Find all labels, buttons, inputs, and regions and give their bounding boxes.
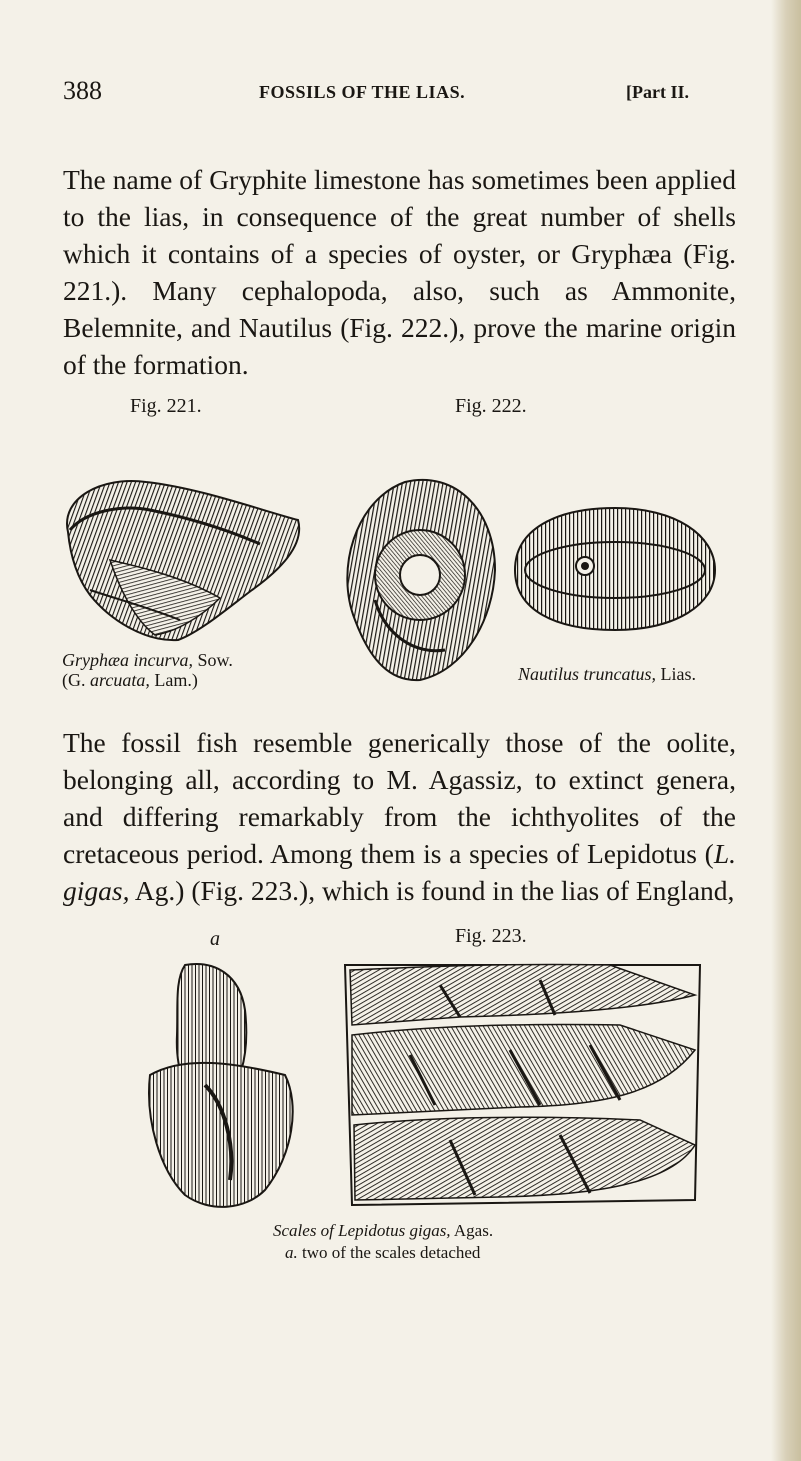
fig-222-label: Fig. 222. <box>455 395 527 417</box>
nautilus-front-illustration <box>505 500 725 640</box>
fig-223-sub-label: a <box>210 928 220 950</box>
paragraph-fossil-fish-text: The fossil fish resemble generically those of the oolite, belonging all, according to M. Agassiz, to extinct genera, and differing remarkably from the ichthyolites of the cretaceous period. Among them is a species of Lepidotus ( <box>63 726 736 869</box>
caption-lepidotus: Scales of Lepidotus gigas, <box>273 1221 451 1240</box>
caption-detached-note: two of the scales detached <box>297 1243 481 1262</box>
caption-nautilus-species: Nautilus truncatus, <box>518 664 657 684</box>
fig-222-caption <box>518 664 696 684</box>
page-number: 388 <box>63 76 102 105</box>
fig-221-caption <box>62 650 233 690</box>
paragraph-fossil-fish-species: L. gigas, <box>63 837 736 906</box>
paragraph-fossil-fish-text-end: Ag.) (Fig. 223.), which is found in the lias of England, <box>129 874 735 906</box>
caption-nautilus-formation: Lias. <box>656 664 697 684</box>
fig-221-label: Fig. 221. <box>130 395 202 417</box>
fig-223-caption <box>265 1220 493 1264</box>
caption-lepidotus-authority: Agas. <box>450 1221 494 1240</box>
page-header <box>63 76 735 116</box>
detached-scales-illustration <box>125 955 315 1220</box>
caption-species: Gryphæa incurva, <box>62 650 193 670</box>
running-title: FOSSILS OF THE LIAS. <box>259 82 466 102</box>
lepidotus-scales-illustration <box>340 955 710 1210</box>
caption-synonym-authority: Lam.) <box>149 670 198 690</box>
part-label: [Part II. <box>626 82 689 102</box>
paragraph-gryphite: The name of Gryphite limestone has sometimes been applied to the lias, in consequence of the great number of shells which it contains of a species of oyster, or Gryphæa (Fig. 221.). Many cephalopoda, also, such as Ammonite, Belemnite, and Nautilus (Fig. 222.), prove the marine origin of the formation. <box>63 163 736 380</box>
fig-223-label: Fig. 223. <box>455 925 527 947</box>
page-edge-shadow <box>771 0 801 1461</box>
caption-authority: Sow. <box>192 650 233 670</box>
caption-open-paren: (G. <box>62 670 90 690</box>
caption-synonym: arcuata, <box>90 670 150 690</box>
caption-a-marker: a. <box>285 1243 298 1262</box>
nautilus-side-illustration <box>335 470 505 685</box>
paragraph-fossil-fish <box>63 724 736 909</box>
gryphaea-shell-illustration <box>50 470 320 650</box>
